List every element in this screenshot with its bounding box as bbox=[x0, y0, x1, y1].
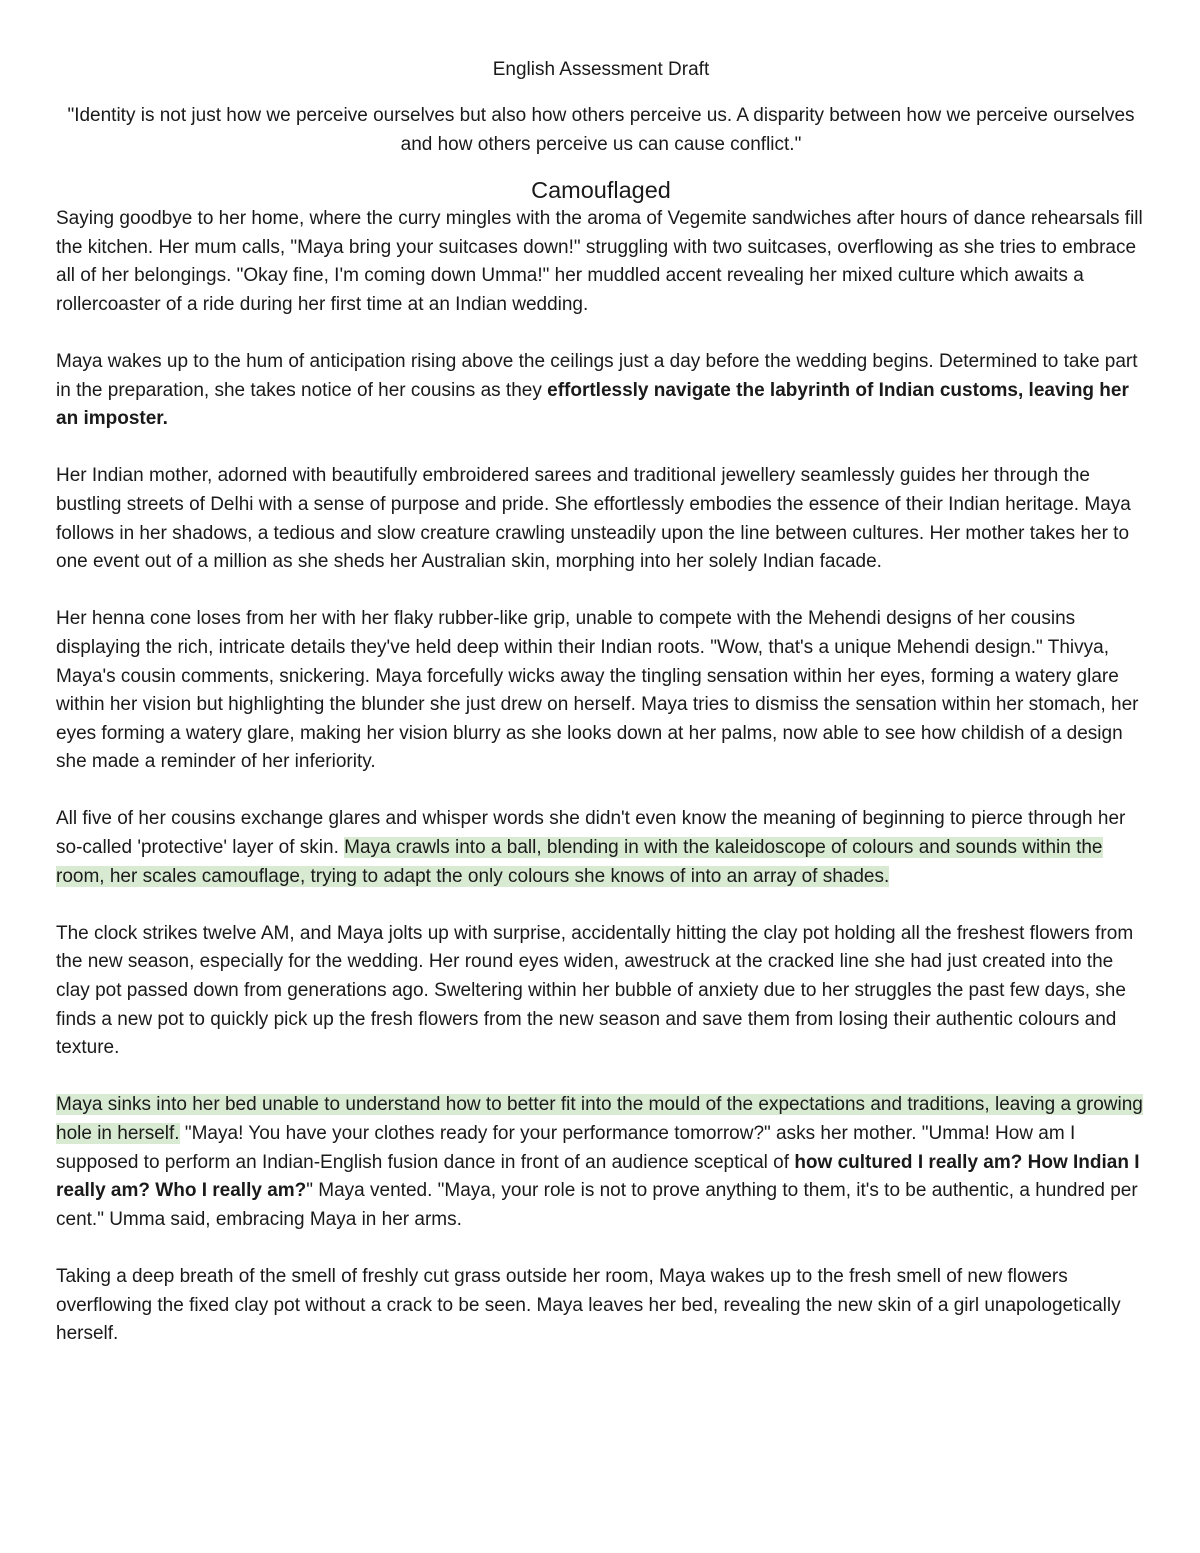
paragraph-2-bold-text: effortlessly navigate the labyrinth of Indian customs, leaving her an imposter. bbox=[56, 379, 1129, 430]
paragraph-7-highlighted-text: Maya sinks into her bed unable to understand how to better fit into the mould of the expectations and traditions, leaving a growing hole in herself. bbox=[56, 1094, 1143, 1144]
document-header: English Assessment Draft bbox=[492, 59, 710, 80]
paragraph-5-highlighted-text: Maya crawls into a ball, blending in with the kaleidoscope of colours and sounds within the room, her scales camouflage, trying to adapt the only colours she knows of into an array of shades. bbox=[56, 837, 1103, 887]
assessment-prompt: "Identity is not just how we perceive ourselves but also how others perceive us. A disparity between how we perceive ourselves and how others perceive us can cause conflict." bbox=[67, 105, 1135, 155]
paragraph-7-text: "Maya! You have your clothes ready for your performance tomorrow?" asks her mother. "Umma! How am I supposed to perform an Indian-English fusion dance in front of an audience sceptical of bbox=[56, 1123, 1076, 1173]
story-title: Camouflaged bbox=[531, 177, 671, 203]
paragraph-6-text: The clock strikes twelve AM, and Maya jolts up with surprise, accidentally hitting the clay pot holding all the freshest flowers from the new season, especially for the wedding. Her round eyes widen, awestruck at the cracked line she had just created into the clay pot passed down from generations ago. Sweltering within her bubble of anxiety due to her struggles the past few days, she finds a new pot to quickly pick up the fresh flowers from the new season and save them from losing their authentic colours and texture. bbox=[56, 922, 1134, 1059]
paragraph-5 bbox=[56, 805, 1146, 891]
paragraph-8-text: Taking a deep breath of the smell of freshly cut grass outside her room, Maya wakes up to the fresh smell of new flowers overflowing the fixed clay pot without a crack to be seen. Maya leaves her bed, revealing the new skin of a girl unapologetically herself. bbox=[56, 1265, 1121, 1345]
paragraph-4 bbox=[56, 605, 1146, 777]
paragraph-1 bbox=[56, 205, 1146, 319]
paragraph-7-text-end: " Maya vented. "Maya, your role is not to prove anything to them, it's to be authentic, a hundred per cent." Umma said, embracing Maya in her arms. bbox=[56, 1180, 1138, 1230]
document-page bbox=[56, 56, 1146, 1377]
paragraph-7-bold-text: how cultured I really am? How Indian I really am? Who I really am? bbox=[56, 1151, 1140, 1202]
paragraph-8 bbox=[56, 1263, 1146, 1349]
paragraph-7 bbox=[56, 1091, 1146, 1234]
paragraph-1-text: Saying goodbye to her home, where the curry mingles with the aroma of Vegemite sandwiches after hours of dance rehearsals fill the kitchen. Her mum calls, "Maya bring your suitcases down!" struggling with two suitcases, overflowing as she tries to embrace all of her belongings. "Okay fine, I'm coming down Umma!" her muddled accent revealing her mixed culture which awaits a rollercoaster of a ride during her first time at an Indian wedding. bbox=[56, 208, 1143, 315]
paragraph-4-text: Her henna cone loses from her with her flaky rubber-like grip, unable to compete with the Mehendi designs of her cousins displaying the rich, intricate details they've held deep within their Indian roots. "Wow, that's a unique Mehendi design." Thivya, Maya's cousin comments, snickering. Maya forcefully wicks away the tingling sensation within her eyes, forming a watery glare within her vision but highlighting the blunder she just drew on herself. Maya tries to dismiss the sensation within her stomach, her eyes forming a watery glare, making her vision blurry as she looks down at her palms, now able to see how childish of a design she made a reminder of her inferiority. bbox=[56, 608, 1139, 773]
paragraph-3-text: Her Indian mother, adorned with beautifully embroidered sarees and traditional jewellery seamlessly guides her through the bustling streets of Delhi with a sense of purpose and pride. She effortlessly embodies the essence of their Indian heritage. Maya follows in her shadows, a tedious and slow creature crawling unsteadily upon the line between cultures. Her mother takes her to one event out of a million as she sheds her Australian skin, morphing into her solely Indian facade. bbox=[56, 465, 1131, 573]
paragraph-2 bbox=[56, 348, 1146, 434]
paragraph-2-text: Maya wakes up to the hum of anticipation rising above the ceilings just a day before the wedding begins. Determined to take part in the preparation, she takes notice of her cousins as they bbox=[56, 350, 1138, 401]
paragraph-3 bbox=[56, 462, 1146, 576]
paragraph-6 bbox=[56, 920, 1146, 1063]
paragraph-5-text: All five of her cousins exchange glares and whisper words she didn't even know the meaning of beginning to pierce through her so-called 'protective' layer of skin. bbox=[56, 808, 1126, 859]
